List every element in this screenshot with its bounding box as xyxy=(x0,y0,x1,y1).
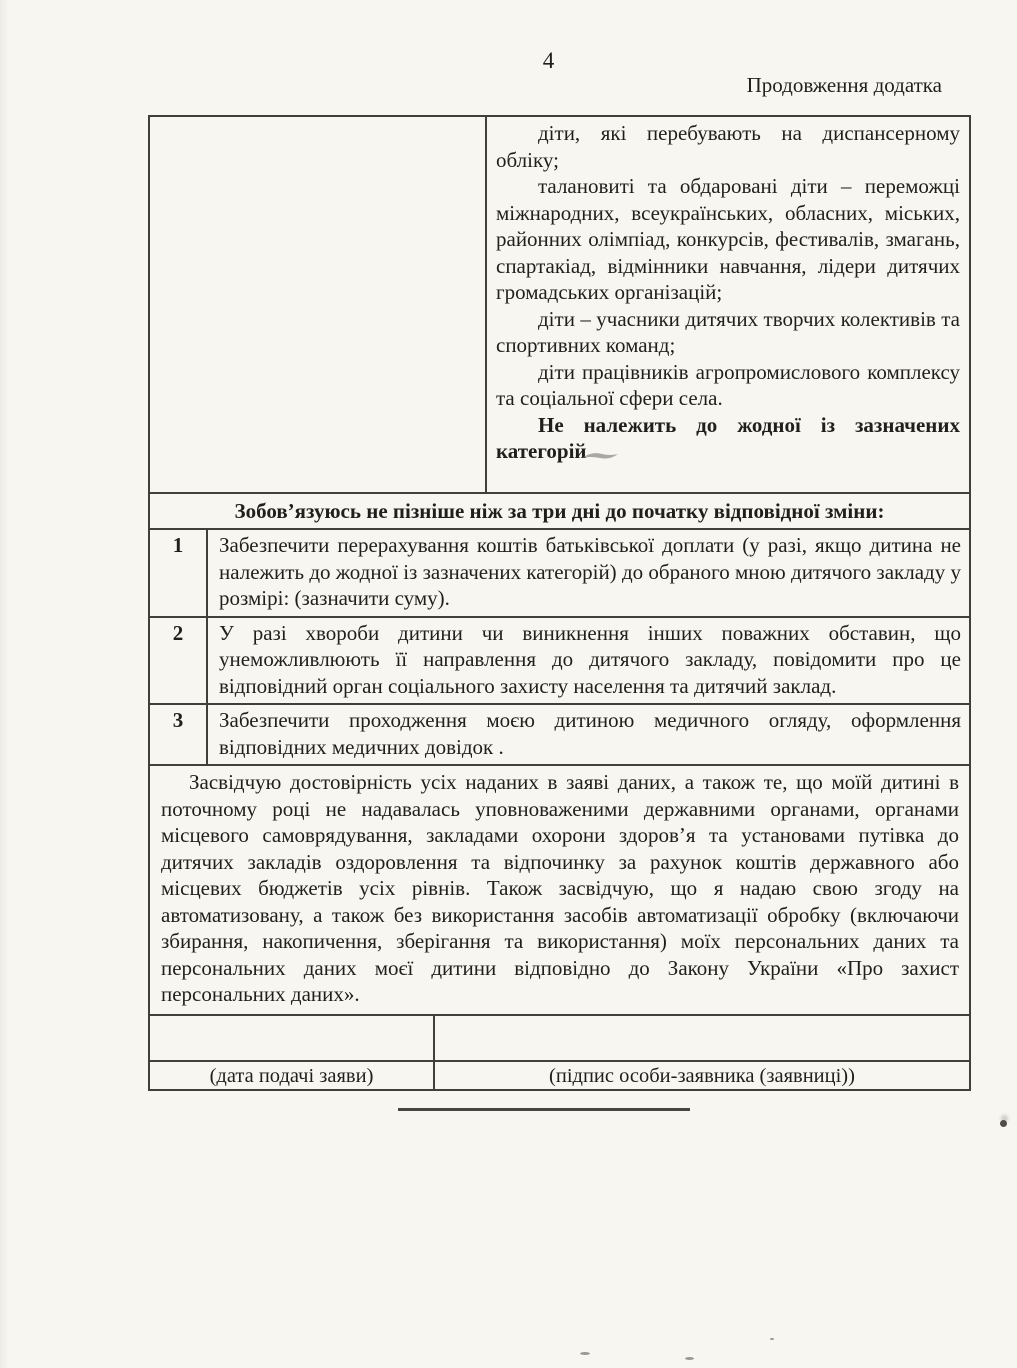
categories-text-cell xyxy=(487,117,969,492)
obligation-row-3 xyxy=(150,703,969,764)
signature-input-row xyxy=(150,1014,969,1060)
declaration-paragraph: Засвідчую достовірність усіх наданих в заяві даних, а також те, що моїй дитині в поточному році не надавалась уповноваженими державними органами, органами місцевого самоврядування, закладами охорони здоров’я та установами путівка до дитячих закладів оздоровлення та відпочинку за рахунок коштів державного або місцевих бюджетів усіх рівнів. Також засвідчую, що я надаю свою згоду на автоматизовану, а також без використання засобів автоматизації обробку (включаючи збирання, накопичення, зберігання та використання) моїх персональних даних та персональних даних моєї дитини відповідно до Закону України «Про захист персональних даних». xyxy=(161,770,959,1006)
scan-speck xyxy=(580,1352,590,1355)
obligation-row-2 xyxy=(150,616,969,704)
appendix-continuation-label: Продовження додатка xyxy=(746,73,942,97)
scan-edge-artifact xyxy=(0,0,8,1368)
obligation-row-1 xyxy=(150,528,969,616)
ink-dot-artifact xyxy=(1000,1120,1007,1127)
obligation-number: 1 xyxy=(150,530,208,616)
obligation-number: 2 xyxy=(150,618,208,704)
application-form-table xyxy=(148,115,971,1091)
date-label: (дата подачі заяви) xyxy=(150,1062,435,1089)
declaration-row xyxy=(150,764,969,1014)
obligation-text: У разі хвороби дитини чи виникнення інших поважних обставин, що унеможливлюють її направлення до дитячого закладу, повідомити про це відповідний орган соціального захисту населення та дитячий заклад. xyxy=(219,620,961,698)
signature-labels-row xyxy=(150,1060,969,1089)
page-number: 4 xyxy=(542,48,556,73)
obligation-text: Забезпечити проходження моєю дитиною медичного огляду, оформлення відповідних медичних довідок . xyxy=(219,708,961,759)
obligation-text: Забезпечити перерахування коштів батьківської доплати (у разі, якщо дитина не належить до жодної із зазначених категорій) до обраного мною дитячого закладу у розмірі: (зазначити суму). xyxy=(219,533,961,610)
category-item: талановиті та обдаровані діти – переможці міжнародних, всеукраїнських, обласних, міських, районних олімпіад, конкурсів, фестивалів, змагань, спартакіад, відмінники навчання, лідери дитячих громадських організацій; xyxy=(496,174,960,304)
pen-smudge-mark xyxy=(580,449,620,463)
obligations-header: Зобов’язуюсь не пізніше ніж за три дні до початку відповідної зміни: xyxy=(150,492,969,528)
obligation-number: 3 xyxy=(150,705,208,764)
category-item: діти працівників агропромислового комплексу та соціальної сфери села. xyxy=(496,359,960,410)
scan-speck xyxy=(770,1338,774,1340)
category-item: діти, які перебувають на диспансерному обліку; xyxy=(496,121,960,172)
signature-line xyxy=(398,1108,690,1111)
category-none-note: Не належить до жодної із зазначених категорій xyxy=(496,412,960,463)
scan-speck xyxy=(685,1357,694,1360)
categories-section-row xyxy=(150,117,969,492)
categories-empty-cell xyxy=(150,117,487,492)
signature-entry-cell xyxy=(435,1016,969,1060)
category-item: діти – учасники дитячих творчих колективів та спортивних команд; xyxy=(496,306,960,357)
date-entry-cell xyxy=(150,1016,435,1060)
signature-label: (підпис особи-заявника (заявниці)) xyxy=(549,1064,855,1087)
